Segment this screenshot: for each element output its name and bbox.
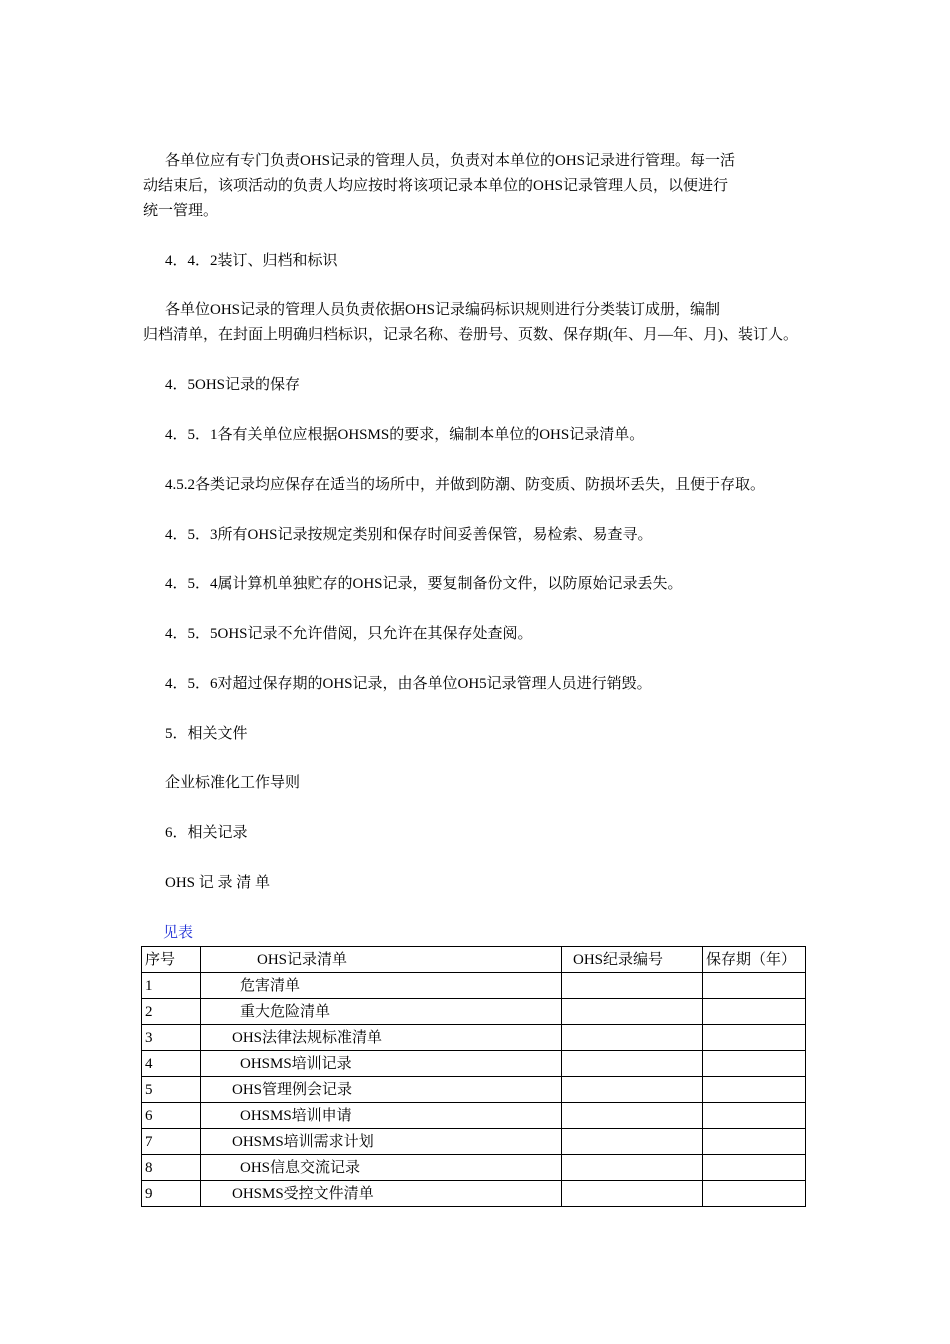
row-period xyxy=(703,999,806,1025)
section-452: 4.5.2各类记录均应保存在适当的场所中，并做到防潮、防变质、防损坏丢失，且便于存取。 xyxy=(165,477,766,493)
section-442-line-2: 归档清单，在封面上明确归档标识，记录名称、卷册号、页数、保存期(年、月—年、月)、装订人。 xyxy=(143,327,798,343)
row-no: 3 xyxy=(142,1025,201,1051)
row-name: OHS信息交流记录 xyxy=(201,1155,562,1181)
section-455: 4．5．5OHS记录不允许借阅，只允许在其保存处查阅。 xyxy=(165,626,533,642)
section-45-heading: 4．5OHS记录的保存 xyxy=(165,377,301,393)
row-no: 5 xyxy=(142,1077,201,1103)
section-5-heading: 5．相关文件 xyxy=(165,726,248,742)
row-period xyxy=(703,1077,806,1103)
table-header-row xyxy=(142,947,806,973)
row-period xyxy=(703,1155,806,1181)
row-name: OHSMS受控文件清单 xyxy=(201,1181,562,1207)
intro-line-2: 动结束后，该项活动的负责人均应按时将该项记录本单位的OHS记录管理人员，以便进行 xyxy=(143,178,729,194)
row-period xyxy=(703,973,806,999)
table-row xyxy=(142,1103,806,1129)
row-code xyxy=(562,1129,703,1155)
row-code xyxy=(562,1103,703,1129)
section-442-heading: 4．4．2装订、归档和标识 xyxy=(165,253,338,269)
records-table xyxy=(141,946,806,1207)
row-name: OHSMS培训记录 xyxy=(201,1051,562,1077)
section-6-heading: 6．相关记录 xyxy=(165,825,248,841)
row-no: 6 xyxy=(142,1103,201,1129)
row-name: OHS管理例会记录 xyxy=(201,1077,562,1103)
table-row xyxy=(142,1051,806,1077)
section-456: 4．5．6对超过保存期的OHS记录，由各单位OH5记录管理人员进行销毁。 xyxy=(165,676,652,692)
row-code xyxy=(562,1025,703,1051)
table-row xyxy=(142,1077,806,1103)
table-row xyxy=(142,1129,806,1155)
row-name: OHSMS培训需求计划 xyxy=(201,1129,562,1155)
header-no: 序号 xyxy=(142,947,201,973)
table-row xyxy=(142,1025,806,1051)
row-no: 9 xyxy=(142,1181,201,1207)
row-code xyxy=(562,1051,703,1077)
row-name: 重大危险清单 xyxy=(201,999,562,1025)
table-row xyxy=(142,1181,806,1207)
intro-line-1: 各单位应有专门负责OHS记录的管理人员，负责对本单位的OHS记录进行管理。每一活 xyxy=(165,153,736,169)
table-row xyxy=(142,999,806,1025)
section-454: 4．5．4属计算机单独贮存的OHS记录，要复制备份文件，以防原始记录丢失。 xyxy=(165,576,683,592)
section-451: 4．5．1各有关单位应根据OHSMS的要求，编制本单位的OHS记录清单。 xyxy=(165,427,645,443)
row-name: OHSMS培训申请 xyxy=(201,1103,562,1129)
section-5-item: 企业标准化工作导则 xyxy=(165,775,301,791)
row-no: 4 xyxy=(142,1051,201,1077)
list-title: OHS 记 录 清 单 xyxy=(165,875,271,891)
row-code xyxy=(562,973,703,999)
header-period: 保存期（年） xyxy=(703,947,806,973)
table-row xyxy=(142,1155,806,1181)
row-period xyxy=(703,1129,806,1155)
row-code xyxy=(562,1181,703,1207)
header-code: OHS纪录编号 xyxy=(562,947,703,973)
section-442-line-1: 各单位OHS记录的管理人员负责依据OHS记录编码标识规则进行分类装订成册，编制 xyxy=(165,302,721,318)
intro-line-3: 统一管理。 xyxy=(143,203,219,219)
row-period xyxy=(703,1025,806,1051)
row-code xyxy=(562,1077,703,1103)
row-code xyxy=(562,999,703,1025)
row-no: 7 xyxy=(142,1129,201,1155)
row-no: 8 xyxy=(142,1155,201,1181)
see-table-link[interactable]: 见表 xyxy=(163,925,194,941)
section-453: 4．5．3所有OHS记录按规定类别和保存时间妥善保管，易检索、易查寻。 xyxy=(165,527,653,543)
row-no: 2 xyxy=(142,999,201,1025)
table-row xyxy=(142,973,806,999)
row-code xyxy=(562,1155,703,1181)
row-name: OHS法律法规标准清单 xyxy=(201,1025,562,1051)
row-name: 危害清单 xyxy=(201,973,562,999)
row-no: 1 xyxy=(142,973,201,999)
row-period xyxy=(703,1181,806,1207)
row-period xyxy=(703,1103,806,1129)
row-period xyxy=(703,1051,806,1077)
header-name: OHS记录清单 xyxy=(201,947,562,973)
